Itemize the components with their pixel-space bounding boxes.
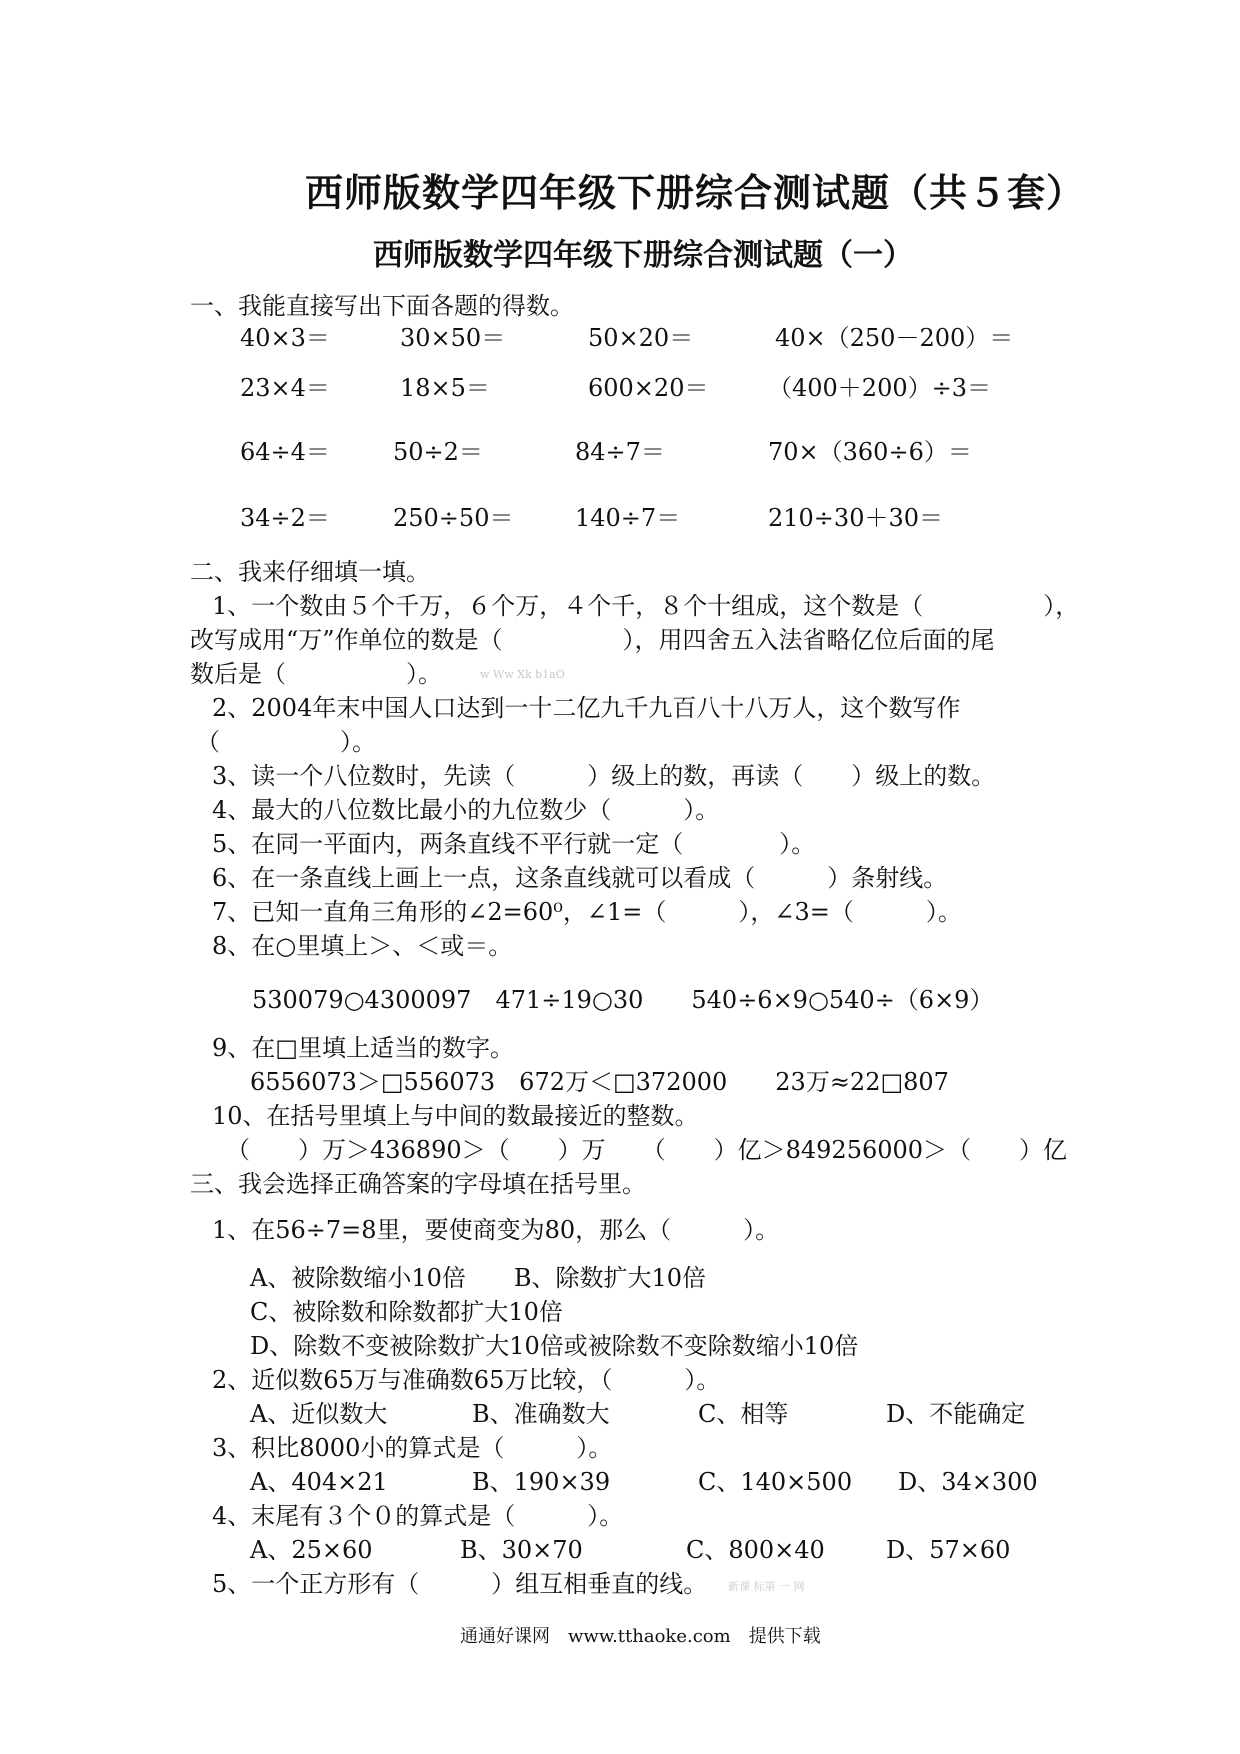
calc-item: 23×4＝ xyxy=(240,374,330,402)
choice-option: D、34×300 xyxy=(898,1468,1038,1496)
test-subtitle: 西师版数学四年级下册综合测试题（一） xyxy=(373,238,913,273)
choice-question-1-option-ab: A、被除数缩小10倍 B、除数扩大10倍 xyxy=(250,1264,707,1292)
calc-item: 70×（360÷6）＝ xyxy=(768,438,972,466)
fill-question-7: 7、已知一直角三角形的∠2=60⁰，∠1=（ ），∠3=（ ）。 xyxy=(212,898,962,926)
calc-item: 30×50＝ xyxy=(400,324,506,352)
choice-option: D、57×60 xyxy=(886,1536,1011,1564)
watermark-text: 新课 标第 一 网 xyxy=(728,1580,805,1593)
choice-question-1-option-d: D、除数不变被除数扩大10倍或被除数不变除数缩小10倍 xyxy=(250,1332,859,1360)
choice-question-1: 1、在56÷7=8里，要使商变为80，那么（ ）。 xyxy=(212,1216,780,1244)
document-title: 西师版数学四年级下册综合测试题（共５套） xyxy=(305,170,1086,215)
calc-item: 250÷50＝ xyxy=(393,504,514,532)
fill-question-8-items: 530079○4300097 471÷19○30 540÷6×9○540÷（6×9） xyxy=(252,986,994,1014)
section3-heading: 三、我会选择正确答案的字母填在括号里。 xyxy=(190,1170,646,1198)
calc-item: 64÷4＝ xyxy=(240,438,330,466)
calc-item: 40×（250－200）＝ xyxy=(775,324,1014,352)
calc-item: 140÷7＝ xyxy=(575,504,681,532)
fill-question-1-line1: 1、一个数由５个千万，６个万，４个千，８个十组成，这个数是（ ）， xyxy=(212,592,1080,620)
choice-option: B、准确数大 xyxy=(472,1400,610,1428)
fill-question-2-line1: 2、2004年末中国人口达到一十二亿九千九百八十八万人，这个数写作 xyxy=(212,694,961,722)
fill-question-2-line2: （ ）。 xyxy=(196,728,376,756)
fill-question-10: 10、在括号里填上与中间的数最接近的整数。 xyxy=(212,1102,699,1130)
fill-question-9: 9、在□里填上适当的数字。 xyxy=(212,1034,514,1062)
choice-question-1-option-c: C、被除数和除数都扩大10倍 xyxy=(250,1298,563,1326)
fill-question-6: 6、在一条直线上画上一点，这条直线就可以看成（ ）条射线。 xyxy=(212,864,948,892)
choice-question-5: 5、一个正方形有（ ）组互相垂直的线。 xyxy=(212,1570,708,1598)
calc-item: 210÷30＋30＝ xyxy=(768,504,943,532)
choice-question-3: 3、积比8000小的算式是（ ）。 xyxy=(212,1434,613,1462)
fill-question-5: 5、在同一平面内，两条直线不平行就一定（ ）。 xyxy=(212,830,816,858)
choice-option: B、30×70 xyxy=(460,1536,583,1564)
choice-question-4: 4、末尾有３个０的算式是（ ）。 xyxy=(212,1502,624,1530)
choice-option: C、800×40 xyxy=(686,1536,825,1564)
calc-item: （400＋200）÷3＝ xyxy=(768,374,991,402)
fill-question-9-items: 6556073＞□556073 672万＜□372000 23万≈22□807 xyxy=(250,1068,949,1096)
fill-question-1-line2: 改写成用“万”作单位的数是（ ），用四舍五入法省略亿位后面的尾 xyxy=(190,626,995,654)
choice-option: D、不能确定 xyxy=(886,1400,1026,1428)
calc-item: 18×5＝ xyxy=(400,374,490,402)
choice-option: C、相等 xyxy=(698,1400,789,1428)
calc-item: 84÷7＝ xyxy=(575,438,665,466)
fill-question-1-line3: 数后是（ ）。 xyxy=(190,660,442,688)
fill-question-10-items: （ ）万＞436890＞（ ）万 （ ）亿＞849256000＞（ ）亿 xyxy=(226,1136,1068,1164)
calc-item: 34÷2＝ xyxy=(240,504,330,532)
choice-option: A、近似数大 xyxy=(250,1400,388,1428)
choice-option: A、25×60 xyxy=(250,1536,373,1564)
calc-item: 50÷2＝ xyxy=(393,438,483,466)
fill-question-4: 4、最大的八位数比最小的九位数少（ ）。 xyxy=(212,796,720,824)
fill-question-3: 3、读一个八位数时，先读（ ）级上的数，再读（ ）级上的数。 xyxy=(212,762,996,790)
fill-question-8: 8、在○里填上＞、＜或＝。 xyxy=(212,932,513,960)
choice-option: A、404×21 xyxy=(250,1468,388,1496)
footer-credit: 通通好课网 www.tthaoke.com 提供下载 xyxy=(460,1626,821,1647)
choice-option: C、140×500 xyxy=(698,1468,853,1496)
calc-item: 600×20＝ xyxy=(588,374,709,402)
calc-item: 40×3＝ xyxy=(240,324,330,352)
calc-item: 50×20＝ xyxy=(588,324,694,352)
watermark-text: w Ww Xk b1aO xyxy=(480,668,565,681)
choice-option: B、190×39 xyxy=(472,1468,611,1496)
section2-heading: 二、我来仔细填一填。 xyxy=(190,558,430,586)
choice-question-2: 2、近似数65万与准确数65万比较，（ ）。 xyxy=(212,1366,721,1394)
section1-heading: 一、我能直接写出下面各题的得数。 xyxy=(190,292,574,320)
